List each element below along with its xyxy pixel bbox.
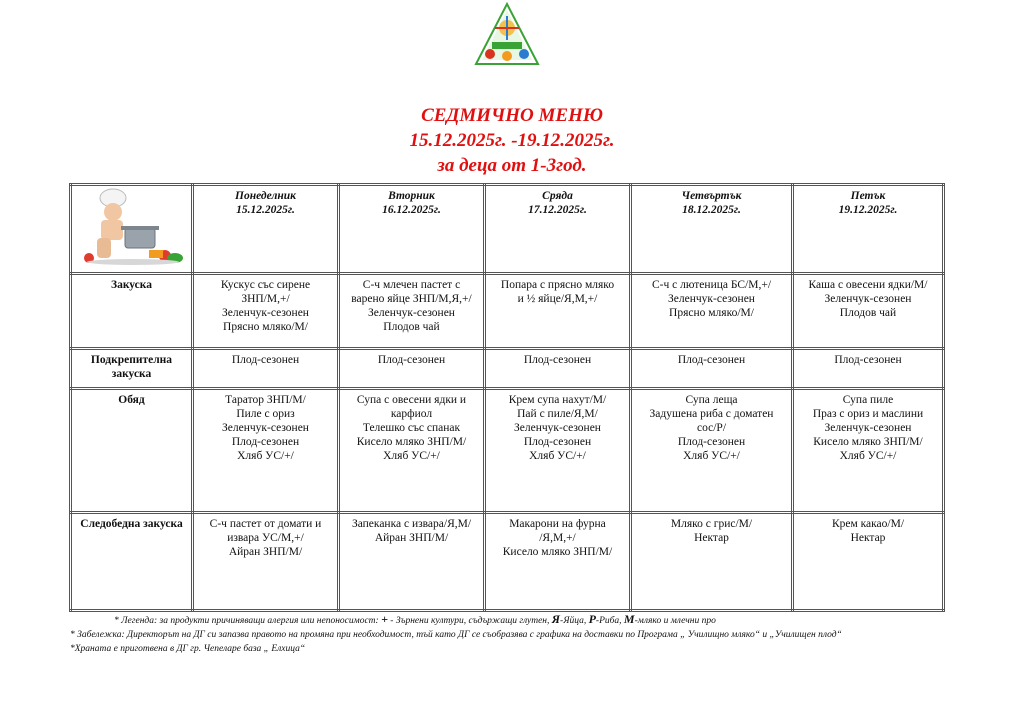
- dish-line: Прясно мляко/М/: [669, 307, 754, 319]
- dish-line: ЗНП/М,+/: [241, 293, 290, 305]
- menu-cell: [339, 389, 485, 513]
- dish-line: Крем супа нахут/М/: [508, 394, 607, 406]
- kindergarten-logo: [472, 2, 542, 68]
- dish-line: С-ч млечен пастет с: [362, 279, 461, 291]
- dish-line: /Я,М,+/: [539, 532, 576, 544]
- dish-line: Зеленчук-сезонен: [222, 307, 309, 319]
- allergen-legend: * Легенда: за продукти причиняващи алергия или непоносимост: + - Зърнени култури, съдържащи глутен, Я-Яйца, Р-Риба, М-мляко и млечни про: [114, 612, 716, 626]
- dish-line: Таратор ЗНП/М/: [225, 394, 306, 406]
- dish-line: Пай с пиле/Я,М/: [517, 408, 598, 420]
- dish-line: Кисело мляко ЗНП/М/: [356, 436, 467, 448]
- dish-line: Зеленчук-сезонен: [824, 293, 912, 305]
- dish-line: Супа пиле: [842, 394, 894, 406]
- menu-cell: [193, 389, 339, 513]
- row-label: Следобедна закуска: [71, 513, 193, 611]
- dish-line: Плодов чай: [839, 307, 897, 319]
- footnotes: [70, 612, 1020, 656]
- dish-line: Нектар: [850, 532, 886, 544]
- dish-line: Каша с овесени ядки/М/: [808, 279, 928, 291]
- dish-line: Прясно мляко/М/: [223, 321, 308, 333]
- director-note: * Забележка: Директорът на ДГ си запазва правото на промяна при необходимост, тъй като ДГ се съобразява с графика на доставки по Програма „ Училищно мляко“ и „Училищен плод“: [70, 630, 842, 640]
- dish-line: Плод-сезонен: [834, 354, 902, 366]
- dish-line: Супа леща: [685, 394, 738, 406]
- dish-line: Зеленчук-сезонен: [368, 307, 455, 319]
- menu-date-range: 15.12.2025г. -19.12.2025г.: [409, 130, 615, 151]
- dish-line: сос/Р/: [696, 422, 727, 434]
- chef-illustration-cell: [71, 185, 193, 274]
- dish-line: Макарони на фурна: [509, 518, 606, 530]
- dish-line: извара УС/М,+/: [227, 532, 304, 544]
- menu-cell: [793, 349, 944, 389]
- menu-cell: [339, 349, 485, 389]
- menu-cell: [193, 274, 339, 349]
- dish-line: Кисело мляко ЗНП/М/: [813, 436, 923, 448]
- dish-line: Крем какао/М/: [831, 518, 905, 530]
- menu-cell: [193, 513, 339, 611]
- day-header-thursday: Четвъртък 18.12.2025г.: [631, 185, 793, 274]
- day-header-friday: Петък 19.12.2025г.: [793, 185, 944, 274]
- dish-line: Плод-сезонен: [677, 354, 746, 366]
- dish-line: Хляб УС/+/: [683, 450, 740, 462]
- dish-line: С-ч пастет от домати и: [209, 518, 322, 530]
- day-header-wednesday: Сряда 17.12.2025г.: [485, 185, 631, 274]
- dish-line: Хляб УС/+/: [383, 450, 440, 462]
- dish-line: карфиол: [390, 408, 433, 420]
- dish-line: Плод-сезонен: [231, 436, 300, 448]
- dish-line: и ½ яйце/Я,М,+/: [517, 293, 598, 305]
- row-label: Подкрепителна закуска: [71, 349, 193, 389]
- dish-line: Зеленчук-сезонен: [668, 293, 755, 305]
- dish-line: Нектар: [694, 532, 729, 544]
- menu-cell: [339, 513, 485, 611]
- menu-cell: [793, 389, 944, 513]
- dish-line: Мляко с грис/М/: [670, 518, 753, 530]
- weekly-menu-table: [69, 183, 945, 612]
- dish-line: Хляб УС/+/: [839, 450, 897, 462]
- chef-child-icon: [77, 186, 187, 268]
- day-header-monday: Понеделник 15.12.2025г.: [193, 185, 339, 274]
- menu-cell: [485, 274, 631, 349]
- menu-cell: [631, 349, 793, 389]
- row-label: Обяд: [71, 389, 193, 513]
- dish-line: Зеленчук-сезонен: [222, 422, 309, 434]
- dish-line: варено яйце ЗНП/М,Я,+/: [351, 293, 472, 305]
- dish-line: Айран ЗНП/М/: [228, 546, 303, 558]
- dish-line: Плодов чай: [383, 321, 440, 333]
- row-afternoon-snack: [71, 513, 944, 611]
- dish-line: Плод-сезонен: [523, 436, 592, 448]
- dish-line: Плод-сезонен: [377, 354, 446, 366]
- dish-line: Телешко със спанак: [362, 422, 461, 434]
- row-lunch: [71, 389, 944, 513]
- dish-line: Пиле с ориз: [236, 408, 295, 420]
- day-header-tuesday: Вторник 16.12.2025г.: [339, 185, 485, 274]
- row-snack: [71, 349, 944, 389]
- menu-cell: [485, 389, 631, 513]
- dish-line: Плод-сезонен: [677, 436, 746, 448]
- menu-cell: [193, 349, 339, 389]
- dish-line: Зеленчук-сезонен: [824, 422, 912, 434]
- prepared-at-note: *Храната е приготвена в ДГ гр. Чепеларе база „ Елхица“: [70, 644, 306, 654]
- dish-line: Хляб УС/+/: [237, 450, 294, 462]
- menu-age-group: за деца от 1-3год.: [437, 155, 587, 176]
- dish-line: Праз с ориз и маслини: [812, 408, 924, 420]
- dish-line: Айран ЗНП/М/: [374, 532, 449, 544]
- menu-cell: [339, 274, 485, 349]
- dish-line: Задушена риба с доматен: [649, 408, 774, 420]
- dish-line: Попара с прясно мляко: [500, 279, 615, 291]
- dish-line: Кисело мляко ЗНП/М/: [502, 546, 613, 558]
- menu-cell: [631, 274, 793, 349]
- row-label: Закуска: [71, 274, 193, 349]
- menu-cell: [793, 274, 944, 349]
- menu-cell: [793, 513, 944, 611]
- dish-line: Плод-сезонен: [523, 354, 592, 366]
- dish-line: Запеканка с извара/Я,М/: [351, 518, 472, 530]
- dish-line: С-ч с лютеница БС/М,+/: [651, 279, 772, 291]
- menu-cell: [485, 513, 631, 611]
- menu-cell: [631, 389, 793, 513]
- menu-cell: [485, 349, 631, 389]
- dish-line: Плод-сезонен: [231, 354, 300, 366]
- dish-line: Супа с овесени ядки и: [356, 394, 467, 406]
- menu-title: СЕДМИЧНО МЕНЮ: [421, 105, 603, 126]
- dish-line: Зеленчук-сезонен: [514, 422, 601, 434]
- dish-line: Хляб УС/+/: [529, 450, 586, 462]
- dish-line: Кускус със сирене: [220, 279, 311, 291]
- menu-cell: [631, 513, 793, 611]
- row-breakfast: [71, 274, 944, 349]
